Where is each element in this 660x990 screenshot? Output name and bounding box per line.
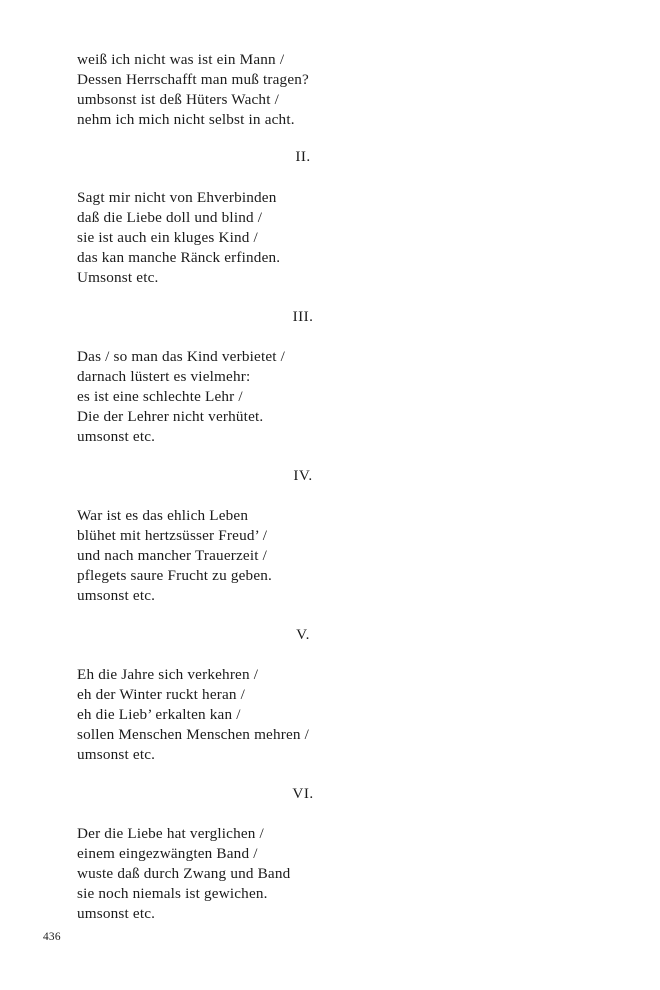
- stanza-numeral-3: III.: [292, 308, 314, 325]
- verse-line: Dessen Herrschafft man muß tragen?: [77, 71, 309, 89]
- stanza-numeral-6: VI.: [292, 785, 314, 802]
- verse-line: weiß ich nicht was ist ein Mann /: [77, 51, 285, 68]
- verse-line: und nach mancher Trauerzeit /: [77, 547, 268, 565]
- verse-line: eh der Winter ruckt heran /: [77, 686, 246, 704]
- verse-line: wuste daß durch Zwang und Band: [77, 865, 291, 883]
- stanza-4: [77, 506, 577, 606]
- stanza-numeral-5: V.: [296, 626, 310, 643]
- stanza-5: [77, 665, 577, 765]
- verse-line: War ist es das ehlich Leben: [77, 507, 249, 524]
- verse-line: umsonst etc.: [77, 587, 156, 605]
- page-number: 436: [43, 931, 61, 943]
- stanza-numeral-2: II.: [295, 148, 311, 165]
- verse-line: nehm ich mich nicht selbst in acht.: [77, 111, 295, 129]
- verse-line: Das / so man das Kind verbietet /: [77, 348, 286, 365]
- verse-line: umsonst etc.: [77, 905, 156, 923]
- verse-line: sie ist auch ein kluges Kind /: [77, 229, 258, 247]
- verse-line: pflegets saure Frucht zu geben.: [77, 567, 273, 585]
- verse-line: das kan manche Ränck erfinden.: [77, 249, 281, 267]
- verse-line: einem eingezwängten Band /: [77, 845, 258, 863]
- verse-line: es ist eine schlechte Lehr /: [77, 388, 243, 406]
- stanza-1: [77, 50, 577, 130]
- verse-line: Der die Liebe hat verglichen /: [77, 825, 264, 842]
- verse-line: eh die Lieb’ erkalten kan /: [77, 706, 241, 724]
- verse-line: sollen Menschen Menschen mehren /: [77, 726, 310, 744]
- stanza-6: [77, 824, 577, 924]
- verse-line: Eh die Jahre sich verkehren /: [77, 666, 259, 683]
- verse-line: umsonst etc.: [77, 428, 156, 446]
- verse-line: blühet mit hertzsüsser Freud’ /: [77, 527, 268, 545]
- stanza-3: [77, 347, 577, 447]
- verse-line: sie noch niemals ist gewichen.: [77, 885, 268, 903]
- verse-line: umbsonst ist deß Hüters Wacht /: [77, 91, 279, 109]
- verse-line: daß die Liebe doll und blind /: [77, 209, 263, 227]
- verse-line: Umsonst etc.: [77, 269, 159, 287]
- stanza-numeral-4: IV.: [293, 467, 313, 484]
- verse-line: umsonst etc.: [77, 746, 156, 764]
- verse-line: Sagt mir nicht von Ehverbinden: [77, 189, 277, 206]
- stanza-2: [77, 188, 577, 288]
- verse-line: darnach lüstert es vielmehr:: [77, 368, 251, 386]
- verse-line: Die der Lehrer nicht verhütet.: [77, 408, 264, 426]
